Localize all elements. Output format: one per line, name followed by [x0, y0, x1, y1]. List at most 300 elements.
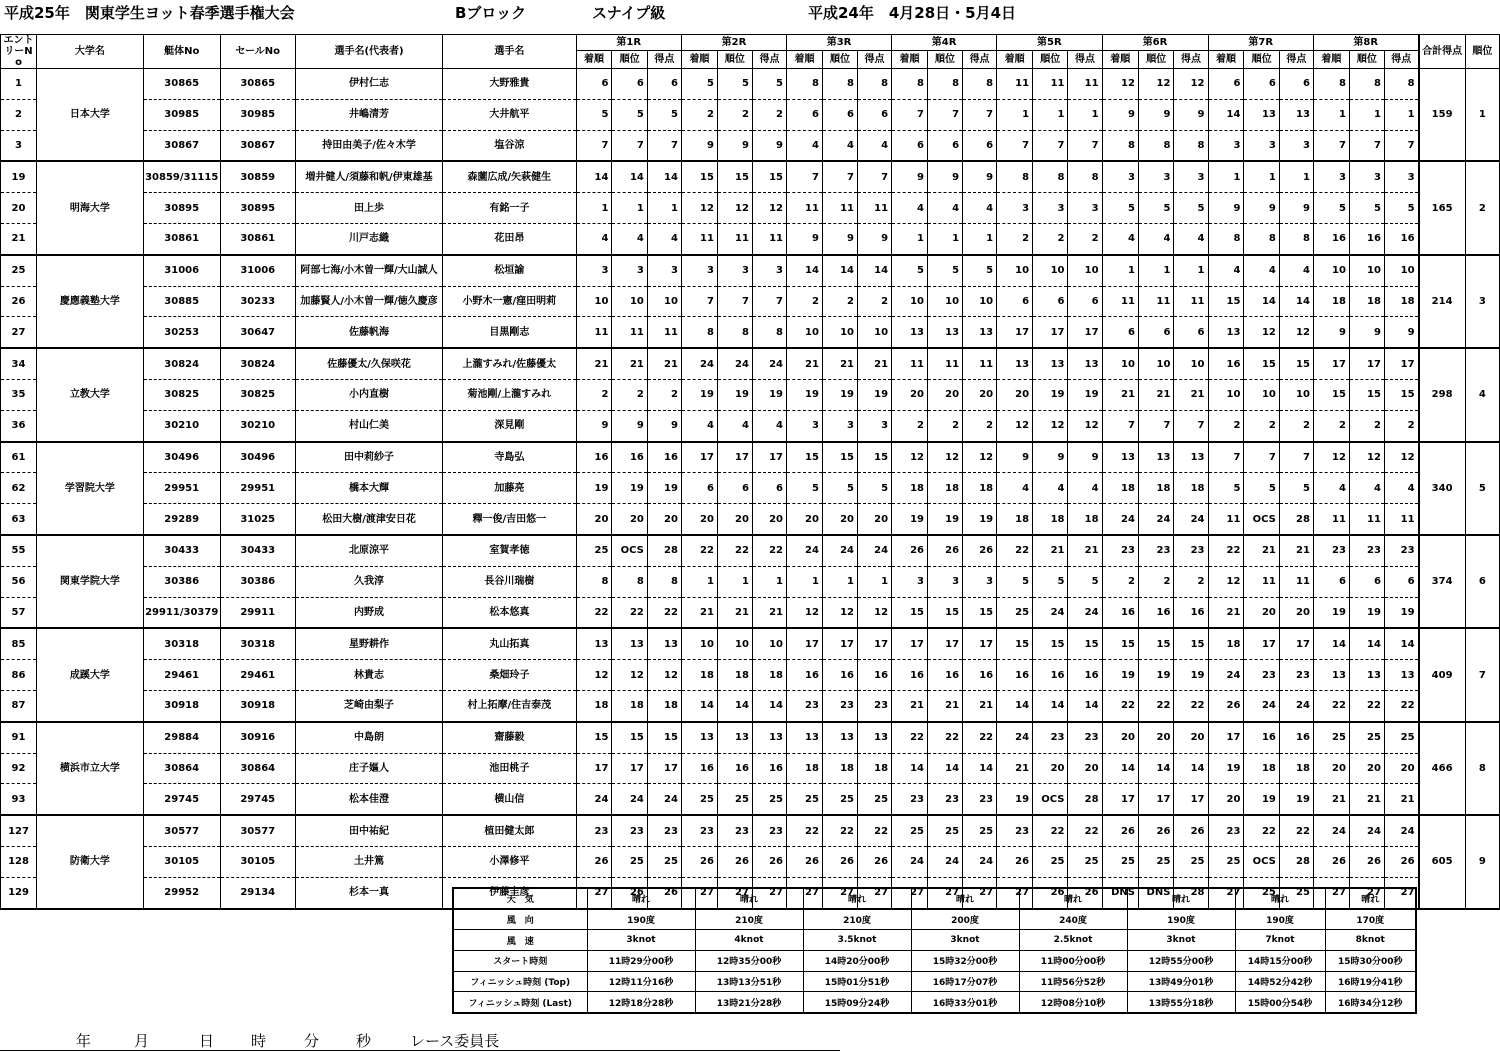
result-points: 5 [752, 69, 786, 100]
result-points: 9 [647, 410, 681, 441]
condition-value: 晴れ [587, 888, 695, 909]
result-points: 7 [647, 130, 681, 161]
result-finish: 1 [787, 566, 823, 597]
result-place: 14 [1349, 628, 1384, 659]
result-place: 12 [1033, 410, 1068, 441]
result-points: 28 [1279, 846, 1313, 877]
team-rank: 9 [1465, 815, 1499, 908]
result-place: 24 [612, 784, 647, 815]
result-place: 19 [612, 473, 647, 504]
hull-no: 30386 [143, 566, 220, 597]
result-finish: 7 [1313, 130, 1349, 161]
result-points: 23 [1279, 660, 1313, 691]
result-points: 14 [752, 690, 786, 721]
result-place: 11 [928, 348, 963, 379]
skipper-name: 伊村仁志 [295, 69, 442, 100]
result-points: 13 [1279, 99, 1313, 130]
result-points: 16 [1068, 660, 1102, 691]
result-finish: 23 [576, 815, 612, 846]
race-subheader-finish: 着順 [576, 51, 612, 69]
result-points: 28 [1174, 877, 1208, 908]
condition-value: 晴れ [1127, 888, 1235, 909]
result-place: 15 [1138, 628, 1173, 659]
result-finish: 19 [1313, 597, 1349, 628]
result-points: 7 [857, 161, 891, 192]
result-place: 21 [1349, 784, 1384, 815]
result-points: 19 [857, 379, 891, 410]
sail-no: 29951 [220, 473, 295, 504]
hull-no: 30859/31115 [143, 161, 220, 192]
condition-value: 13時21分28秒 [695, 992, 803, 1013]
result-place: 20 [1244, 597, 1279, 628]
result-finish: 13 [892, 317, 928, 348]
entry-no: 127 [1, 815, 37, 846]
result-points: 20 [1174, 722, 1208, 753]
result-place: 5 [1244, 473, 1279, 504]
result-finish: 10 [681, 628, 717, 659]
race-subheader-finish: 着順 [681, 51, 717, 69]
result-place: 6 [928, 130, 963, 161]
race-header: 第6R [1102, 35, 1208, 51]
result-points: 4 [963, 193, 997, 224]
result-finish: 20 [1102, 722, 1138, 753]
result-points: 11 [1174, 286, 1208, 317]
result-finish: 6 [787, 99, 823, 130]
team-rank: 6 [1465, 535, 1499, 628]
team-rank: 1 [1465, 69, 1499, 162]
result-points: 7 [1174, 410, 1208, 441]
result-points: 18 [1279, 753, 1313, 784]
hull-no: 30885 [143, 286, 220, 317]
table-row [1, 815, 1500, 846]
result-points: 16 [1174, 597, 1208, 628]
result-finish: 11 [997, 69, 1033, 100]
result-place: 26 [822, 846, 857, 877]
result-finish: 2 [997, 223, 1033, 254]
result-points: 5 [647, 99, 681, 130]
result-finish: 6 [997, 286, 1033, 317]
crew-name: 齋藤毅 [443, 722, 576, 753]
hull-no: 30895 [143, 193, 220, 224]
result-place: 2 [822, 286, 857, 317]
table-row [1, 69, 1500, 100]
result-finish: 26 [997, 846, 1033, 877]
crew-name: 室賀孝徳 [443, 535, 576, 566]
result-place: 16 [1349, 223, 1384, 254]
crew-name: 松本悠真 [443, 597, 576, 628]
result-points: 8 [647, 566, 681, 597]
result-points: 11 [1279, 566, 1313, 597]
result-place: 22 [822, 815, 857, 846]
result-place: 9 [717, 130, 752, 161]
result-points: 10 [1174, 348, 1208, 379]
crew-name: 深見剛 [443, 410, 576, 441]
skipper-name: 田中祐紀 [295, 815, 442, 846]
result-place: 15 [822, 442, 857, 473]
skipper-name: 佐藤優太/久保咲花 [295, 348, 442, 379]
team-rank: 4 [1465, 348, 1499, 441]
result-place: 5 [612, 99, 647, 130]
result-finish: 16 [892, 660, 928, 691]
result-place: 16 [822, 660, 857, 691]
table-row [1, 722, 1500, 753]
result-points: 18 [857, 753, 891, 784]
sail-no: 30496 [220, 442, 295, 473]
result-finish: 21 [892, 690, 928, 721]
result-finish: 27 [892, 877, 928, 908]
result-finish: 4 [997, 473, 1033, 504]
result-place: 22 [1138, 690, 1173, 721]
result-place: 3 [1138, 161, 1173, 192]
result-points: 16 [1279, 722, 1313, 753]
result-place: 16 [612, 442, 647, 473]
crew-name: 長谷川瑞樹 [443, 566, 576, 597]
condition-value: 14時15分00秒 [1235, 951, 1325, 972]
result-points: 7 [1384, 130, 1418, 161]
result-finish: 14 [997, 690, 1033, 721]
result-place: 5 [717, 69, 752, 100]
result-points: 20 [1279, 597, 1313, 628]
result-points: 27 [857, 877, 891, 908]
result-place: 4 [612, 223, 647, 254]
result-finish: 9 [681, 130, 717, 161]
result-points: 22 [1068, 815, 1102, 846]
entry-no: 86 [1, 660, 37, 691]
hull-no: 31006 [143, 255, 220, 286]
crew-header: 選手名 [443, 35, 576, 69]
result-place: 1 [717, 566, 752, 597]
result-place: 10 [822, 317, 857, 348]
condition-value: 240度 [1019, 909, 1127, 930]
result-finish: 5 [1313, 193, 1349, 224]
result-place: 5 [822, 473, 857, 504]
result-finish: 21 [1102, 379, 1138, 410]
result-place: 3 [822, 410, 857, 441]
result-points: 12 [1279, 317, 1313, 348]
sail-no: 30865 [220, 69, 295, 100]
table-row [1, 473, 1500, 504]
result-finish: 26 [1208, 690, 1244, 721]
result-place: 27 [717, 877, 752, 908]
result-finish: 4 [892, 193, 928, 224]
entry-no: 57 [1, 597, 37, 628]
result-place: 4 [717, 410, 752, 441]
table-row [1, 597, 1500, 628]
result-finish: 4 [1208, 255, 1244, 286]
result-points: 5 [1384, 193, 1418, 224]
result-points: 16 [963, 660, 997, 691]
result-points: 3 [963, 566, 997, 597]
result-points: 19 [647, 473, 681, 504]
result-place: 20 [1033, 753, 1068, 784]
entry-no: 21 [1, 223, 37, 254]
condition-label: 天 気 [453, 888, 587, 909]
condition-value: 190度 [1235, 909, 1325, 930]
result-finish: 19 [576, 473, 612, 504]
skipper-name: 内野成 [295, 597, 442, 628]
result-points: 23 [857, 690, 891, 721]
result-finish: 8 [787, 69, 823, 100]
result-points: 15 [1174, 628, 1208, 659]
result-place: 3 [717, 255, 752, 286]
result-place: 7 [928, 99, 963, 130]
result-place: 17 [612, 753, 647, 784]
class-label: スナイプ級 [592, 4, 666, 22]
result-points: 18 [1174, 473, 1208, 504]
result-points: 23 [752, 815, 786, 846]
result-points: 1 [647, 193, 681, 224]
result-place: 24 [1138, 504, 1173, 535]
result-points: 19 [1384, 597, 1418, 628]
result-finish: 12 [892, 442, 928, 473]
race-subheader-finish: 着順 [1208, 51, 1244, 69]
result-points: 21 [1384, 784, 1418, 815]
race-subheader-points: 得点 [963, 51, 997, 69]
result-points: 14 [1174, 753, 1208, 784]
race-subheader-points: 得点 [1068, 51, 1102, 69]
result-points: 28 [1279, 504, 1313, 535]
result-finish: 9 [576, 410, 612, 441]
result-finish: 4 [576, 223, 612, 254]
result-finish: 14 [1208, 99, 1244, 130]
result-points: 12 [1068, 410, 1102, 441]
race-subheader-points: 得点 [647, 51, 681, 69]
result-finish: 23 [1313, 535, 1349, 566]
result-points: 11 [857, 193, 891, 224]
result-place: 23 [822, 690, 857, 721]
result-finish: 21 [1208, 597, 1244, 628]
result-place: 13 [1138, 442, 1173, 473]
result-place: 26 [717, 846, 752, 877]
crew-name: 菊池剛/上瀧すみれ [443, 379, 576, 410]
result-finish: 6 [1313, 566, 1349, 597]
result-points: 15 [963, 597, 997, 628]
result-place: 4 [1138, 223, 1173, 254]
result-points: 16 [647, 442, 681, 473]
footer-second: 秒 [356, 1032, 372, 1050]
skipper-name: 村山仁美 [295, 410, 442, 441]
race-conditions-table [452, 887, 1417, 1014]
result-finish: 24 [997, 722, 1033, 753]
result-points: 3 [1279, 130, 1313, 161]
result-finish: 5 [1102, 193, 1138, 224]
hull-no: 29461 [143, 660, 220, 691]
result-place: 4 [928, 193, 963, 224]
university-name: 日本大学 [37, 69, 144, 162]
result-place: 23 [1138, 535, 1173, 566]
result-place: 23 [612, 815, 647, 846]
crew-name: 小野木一憲/窪田明莉 [443, 286, 576, 317]
result-finish: 3 [892, 566, 928, 597]
result-points: 13 [963, 317, 997, 348]
result-place: 20 [1138, 722, 1173, 753]
result-place: 6 [1244, 69, 1279, 100]
result-place: 5 [1349, 193, 1384, 224]
result-place: 10 [928, 286, 963, 317]
result-points: 1 [752, 566, 786, 597]
result-place: 7 [1244, 442, 1279, 473]
result-finish: 16 [576, 442, 612, 473]
result-place: 18 [612, 690, 647, 721]
result-finish: 5 [681, 69, 717, 100]
result-points: 14 [857, 255, 891, 286]
result-finish: 1 [997, 99, 1033, 130]
result-finish: 1 [1208, 161, 1244, 192]
result-finish: 15 [787, 442, 823, 473]
result-points: 9 [857, 223, 891, 254]
result-finish: 25 [1313, 722, 1349, 753]
result-points: 21 [1174, 379, 1208, 410]
condition-value: 13時55分18秒 [1127, 992, 1235, 1013]
result-points: 8 [752, 317, 786, 348]
skipper-name: 星野耕作 [295, 628, 442, 659]
result-points: 8 [1279, 223, 1313, 254]
result-place: 10 [612, 286, 647, 317]
result-place: 22 [717, 535, 752, 566]
result-points: 27 [1384, 877, 1418, 908]
sail-no: 30577 [220, 815, 295, 846]
result-place: 19 [928, 504, 963, 535]
result-points: 8 [857, 69, 891, 100]
skipper-name: 田上歩 [295, 193, 442, 224]
result-finish: 22 [681, 535, 717, 566]
result-finish: 2 [1208, 410, 1244, 441]
result-place: 3 [928, 566, 963, 597]
result-finish: 27 [997, 877, 1033, 908]
result-finish: 22 [576, 597, 612, 628]
race-subheader-points: 得点 [1174, 51, 1208, 69]
result-place: 7 [822, 161, 857, 192]
result-place: 2 [1033, 223, 1068, 254]
result-finish: 13 [1313, 660, 1349, 691]
result-place: 24 [717, 348, 752, 379]
result-finish: 2 [576, 379, 612, 410]
sail-no: 31025 [220, 504, 295, 535]
result-points: 10 [1068, 255, 1102, 286]
result-finish: 14 [576, 161, 612, 192]
result-finish: 8 [1313, 69, 1349, 100]
result-points: 17 [1068, 317, 1102, 348]
result-finish: 19 [787, 379, 823, 410]
hull-no: 29745 [143, 784, 220, 815]
result-points: 18 [1068, 504, 1102, 535]
result-finish: 18 [1102, 473, 1138, 504]
sail-no: 30105 [220, 846, 295, 877]
result-points: 6 [1384, 566, 1418, 597]
result-points: 12 [647, 660, 681, 691]
sail-no: 30895 [220, 193, 295, 224]
result-finish: 13 [1208, 317, 1244, 348]
result-place: 13 [612, 628, 647, 659]
sail-no: 30647 [220, 317, 295, 348]
result-place: 7 [612, 130, 647, 161]
result-points: 26 [1384, 846, 1418, 877]
result-finish: 18 [576, 690, 612, 721]
entry-no: 20 [1, 193, 37, 224]
result-place: 11 [717, 223, 752, 254]
result-finish: 4 [1313, 473, 1349, 504]
result-finish: 7 [681, 286, 717, 317]
result-finish: 23 [892, 784, 928, 815]
hull-no: 30105 [143, 846, 220, 877]
result-points: 14 [1279, 286, 1313, 317]
result-finish: 12 [681, 193, 717, 224]
result-place: 25 [612, 846, 647, 877]
result-place: 2 [1244, 410, 1279, 441]
table-row [1, 255, 1500, 286]
result-points: 20 [647, 504, 681, 535]
result-place: 15 [1349, 379, 1384, 410]
block-label: Bブロック [455, 4, 527, 22]
crew-name: 釋一俊/吉田悠一 [443, 504, 576, 535]
result-finish: 24 [1208, 660, 1244, 691]
result-finish: 22 [1313, 690, 1349, 721]
result-place: 2 [612, 379, 647, 410]
result-finish: 15 [1208, 286, 1244, 317]
result-points: 5 [963, 255, 997, 286]
result-points: 13 [857, 722, 891, 753]
university-name: 立教大学 [37, 348, 144, 441]
result-place: 14 [928, 753, 963, 784]
result-points: 5 [1279, 473, 1313, 504]
result-points: 8 [1384, 69, 1418, 100]
result-points: 8 [1068, 161, 1102, 192]
race-subheader-finish: 着順 [787, 51, 823, 69]
table-row [1, 193, 1500, 224]
result-finish: 13 [1102, 442, 1138, 473]
result-place: 11 [1138, 286, 1173, 317]
condition-value: 15時01分51秒 [803, 971, 911, 992]
result-finish: 25 [892, 815, 928, 846]
result-finish: 20 [576, 504, 612, 535]
result-points: 22 [963, 722, 997, 753]
race-subheader-place: 順位 [717, 51, 752, 69]
hull-no: 29951 [143, 473, 220, 504]
result-points: 13 [1384, 660, 1418, 691]
skipper-name: 中島朗 [295, 722, 442, 753]
condition-row [453, 888, 1416, 909]
race-subheader-points: 得点 [752, 51, 786, 69]
result-finish: 17 [892, 628, 928, 659]
entry-no: 93 [1, 784, 37, 815]
result-points: 15 [1279, 348, 1313, 379]
result-place: 18 [1033, 504, 1068, 535]
result-points: 26 [1174, 815, 1208, 846]
result-points: 12 [1384, 442, 1418, 473]
result-finish: 22 [892, 722, 928, 753]
skipper-name: 松本佳澄 [295, 784, 442, 815]
result-place: 13 [1033, 348, 1068, 379]
signature-line [0, 1030, 840, 1051]
result-points: 15 [647, 722, 681, 753]
race-header: 第2R [681, 35, 786, 51]
result-finish: 14 [787, 255, 823, 286]
result-place: 21 [717, 597, 752, 628]
result-place: OCS [1244, 504, 1279, 535]
result-place: 18 [1349, 286, 1384, 317]
result-points: 11 [1068, 69, 1102, 100]
result-points: 24 [1068, 597, 1102, 628]
condition-row [453, 971, 1416, 992]
condition-value: 170度 [1325, 909, 1416, 930]
skipper-name: 北原涼平 [295, 535, 442, 566]
result-place: 12 [717, 193, 752, 224]
result-place: 17 [717, 442, 752, 473]
result-points: 2 [1384, 410, 1418, 441]
result-points: 3 [647, 255, 681, 286]
entry-no: 129 [1, 877, 37, 908]
hull-no: 30918 [143, 690, 220, 721]
